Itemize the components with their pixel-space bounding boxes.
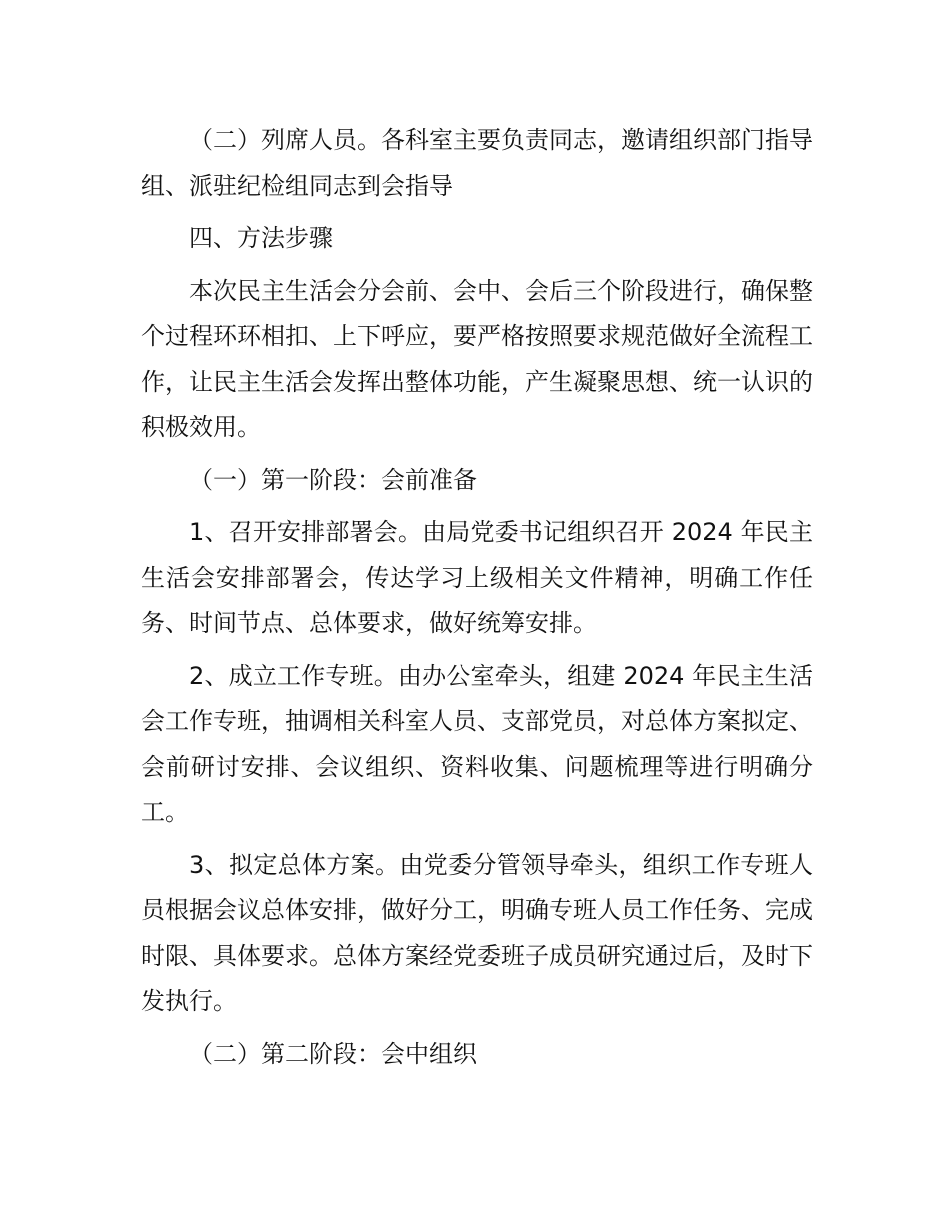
document-body <box>141 118 813 1084</box>
heading-stage-one: （一）第一阶段：会前准备 <box>189 465 477 494</box>
heading-stage-two: （二）第二阶段：会中组织 <box>189 1039 477 1068</box>
paragraph-step-3: 3、拟定总体方案。由党委分管领导牵头，组织工作专班人员根据会议总体安排，做好分工，明确专班人员工作任务、完成时限、具体要求。总体方案经党委班子成员研究通过后，及时下发执行。 <box>141 850 813 1015</box>
heading-method-steps: 四、方法步骤 <box>189 224 333 252</box>
paragraph-three-stages: 本次民主生活会分会前、会中、会后三个阶段进行，确保整个过程环环相扣、上下呼应，要严格按照要求规范做好全流程工作，让民主生活会发挥出整体功能，产生凝聚思想、统一认识的积极效用。 <box>141 276 813 441</box>
paragraph-attendees: （二）列席人员。各科室主要负责同志，邀请组织部门指导组、派驻纪检组同志到会指导 <box>141 126 813 200</box>
paragraph-step-1: 1、召开安排部署会。由局党委书记组织召开 2024 年民主生活会安排部署会，传达学习上级相关文件精神，明确工作任务、时间节点、总体要求，做好统筹安排。 <box>141 518 813 637</box>
paragraph-step-2: 2、成立工作专班。由办公室牵头，组建 2024 年民主生活会工作专班，抽调相关科室人员、支部党员，对总体方案拟定、会前研讨安排、会议组织、资料收集、问题梳理等进行明确分工。 <box>141 661 813 826</box>
